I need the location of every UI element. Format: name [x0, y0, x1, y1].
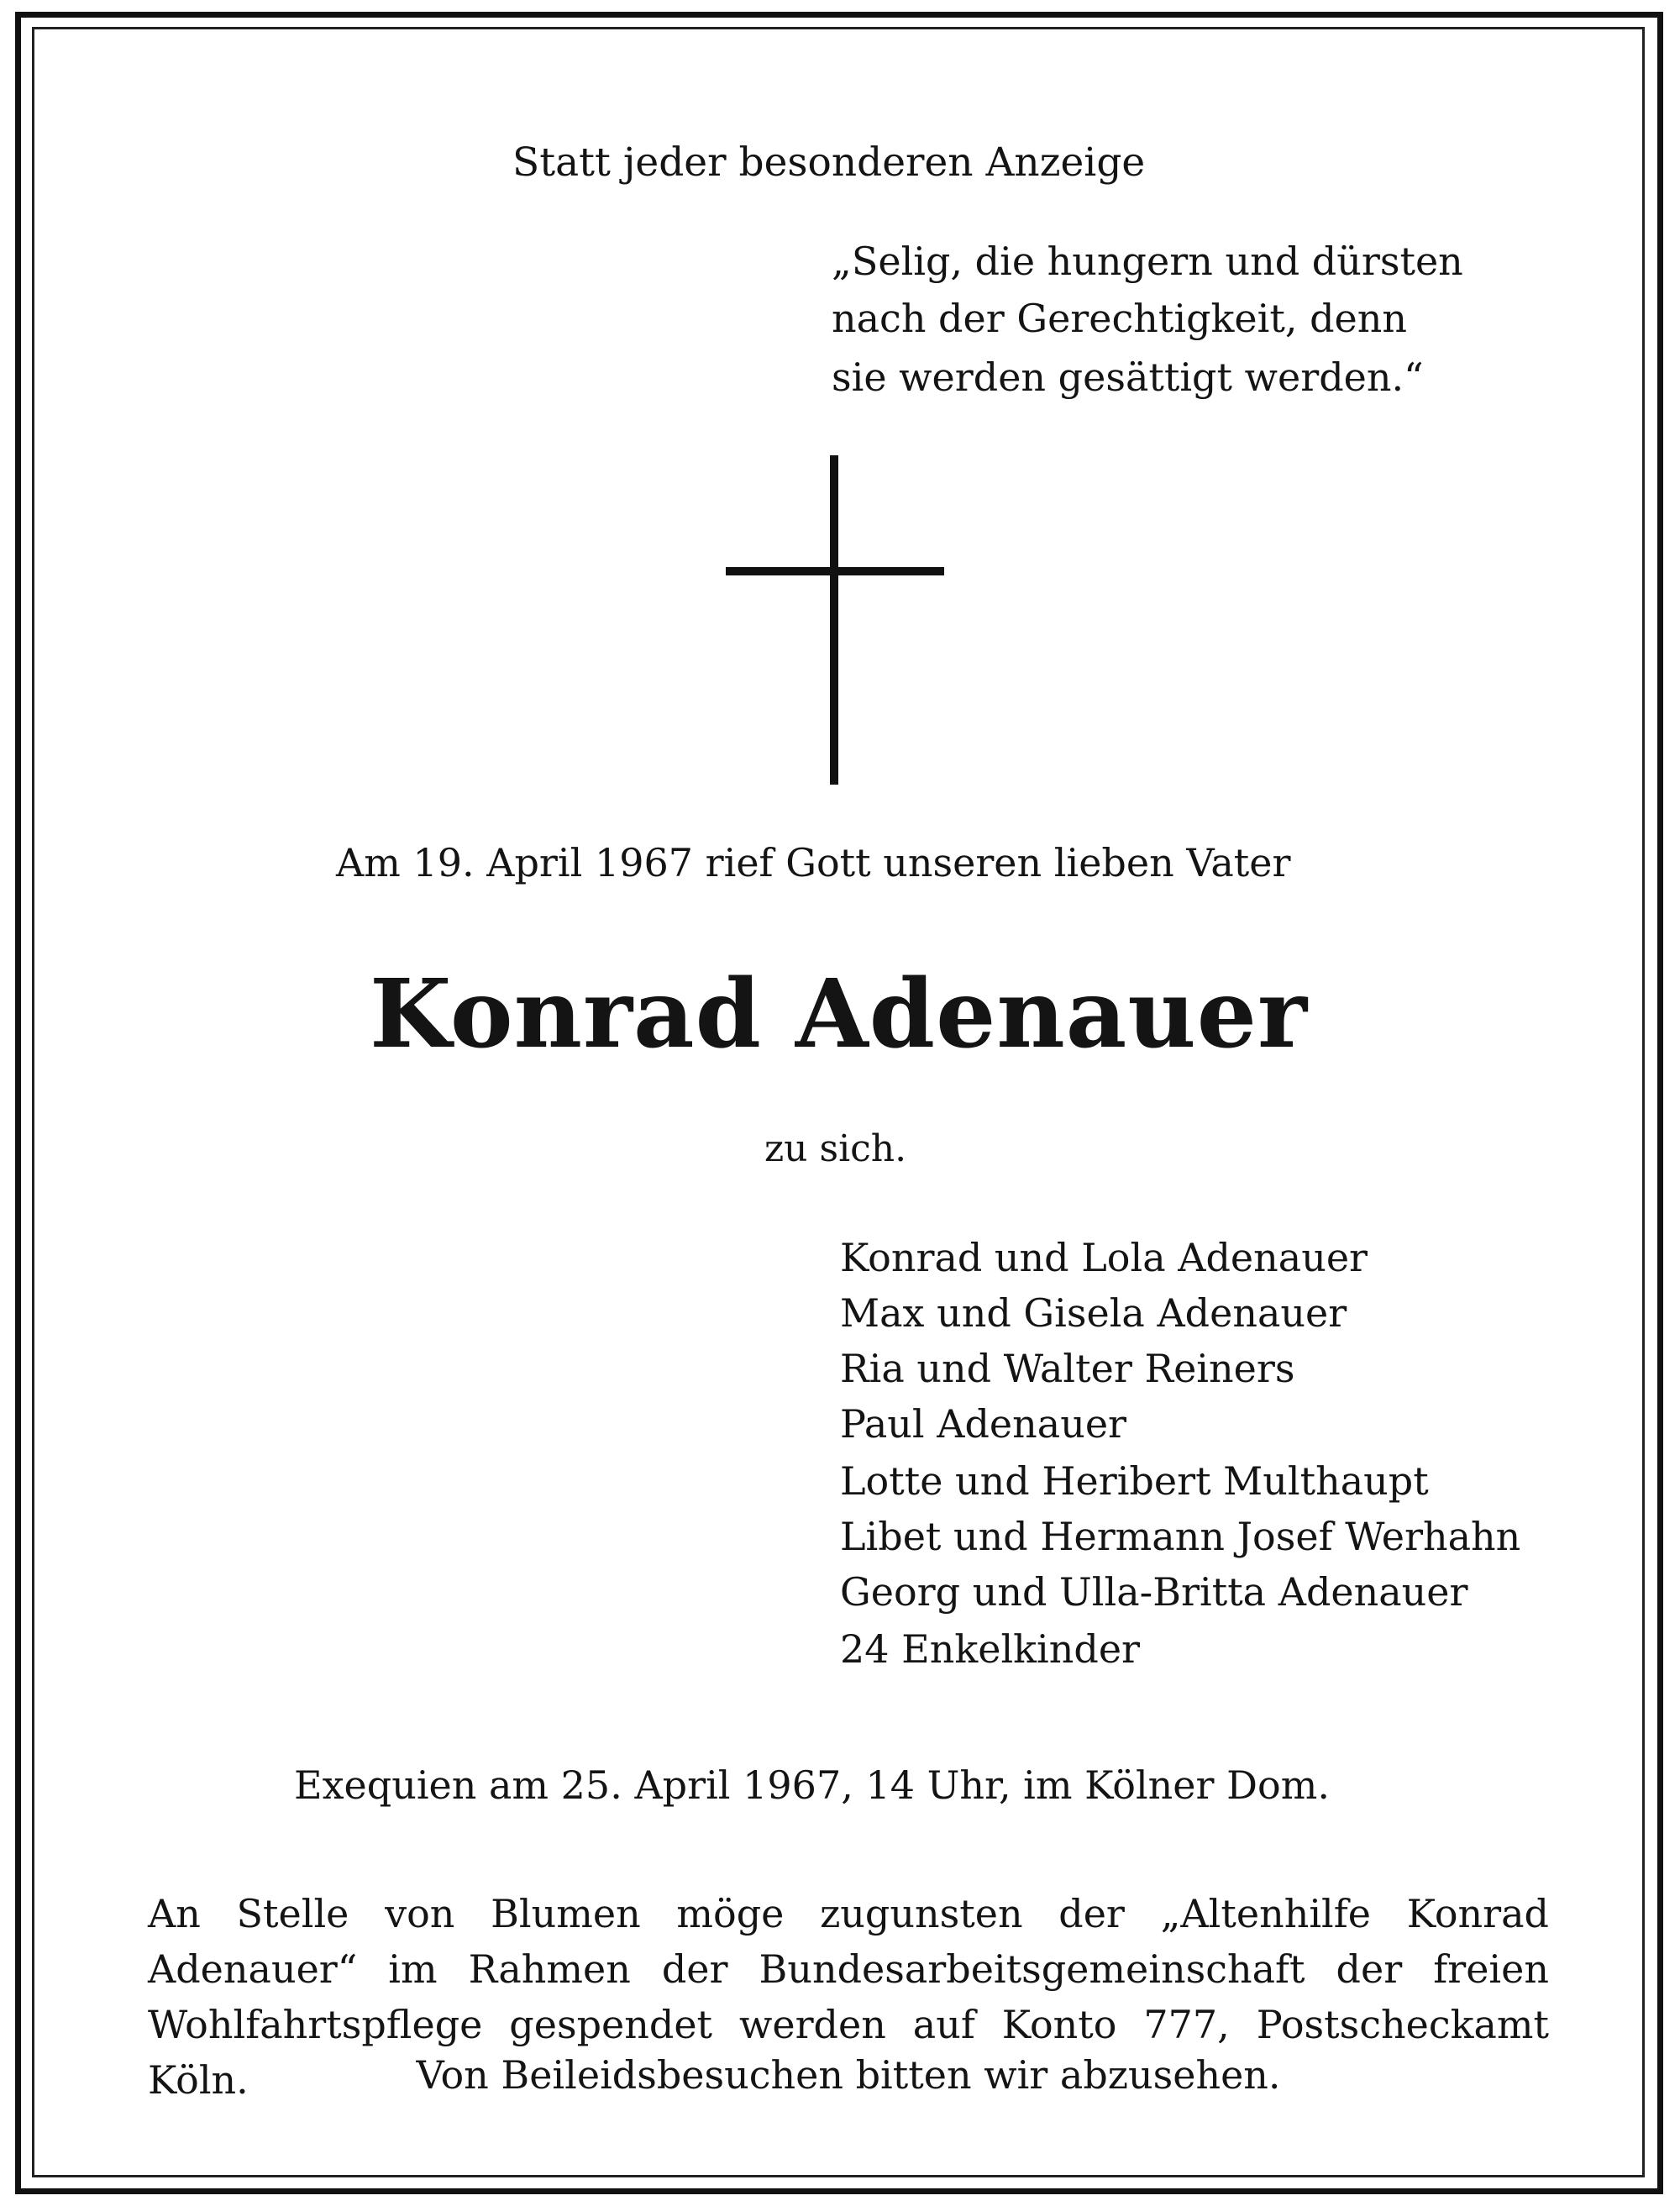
announcement-ending: zu sich.	[764, 1127, 907, 1170]
condolence-visit-note: Von Beileidsbesuchen bitten wir abzusehen.	[416, 2052, 1281, 2098]
bible-quote-line-2: nach der Gerechtigkeit, denn	[832, 296, 1408, 341]
funeral-service-info: Exequien am 25. April 1967, 14 Uhr, im Kölner Dom.	[294, 1762, 1330, 1808]
mourner-item: Paul Adenauer	[840, 1401, 1127, 1447]
notice-header: Statt jeder besonderen Anzeige	[512, 139, 1146, 186]
mourner-item: Max und Gisela Adenauer	[840, 1290, 1347, 1336]
deceased-name: Konrad Adenauer	[370, 959, 1309, 1069]
mourner-item: Lotte und Heribert Multhaupt	[840, 1458, 1429, 1504]
mourner-item: Libet und Hermann Josef Werhahn	[840, 1514, 1521, 1559]
bible-quote-line-3: sie werden gesättigt werden.“	[832, 355, 1424, 400]
bible-quote-line-1: „Selig, die hungern und dürsten	[832, 239, 1463, 284]
cross-horizontal-bar	[726, 567, 944, 575]
mourner-item: Konrad und Lola Adenauer	[840, 1235, 1368, 1280]
donation-line-3: Wohlfahrtspflege gespendet werden auf Konto 777, Postscheckamt Köln.	[148, 2002, 1549, 2103]
donation-line-2: Adenauer“ im Rahmen der Bundesarbeitsgemeinschaft der freien	[148, 1946, 1549, 1992]
donation-line-1: An Stelle von Blumen möge zugunsten der „Altenhilfe Konrad	[148, 1891, 1549, 1936]
mourner-item: 24 Enkelkinder	[840, 1626, 1141, 1672]
mourner-item: Ria und Walter Reiners	[840, 1346, 1295, 1391]
cross-vertical-bar	[830, 455, 838, 785]
mourner-item: Georg und Ulla-Britta Adenauer	[840, 1569, 1468, 1615]
death-announcement-intro: Am 19. April 1967 rief Gott unseren lieben Vater	[336, 840, 1291, 885]
inner-border	[32, 27, 1645, 2177]
